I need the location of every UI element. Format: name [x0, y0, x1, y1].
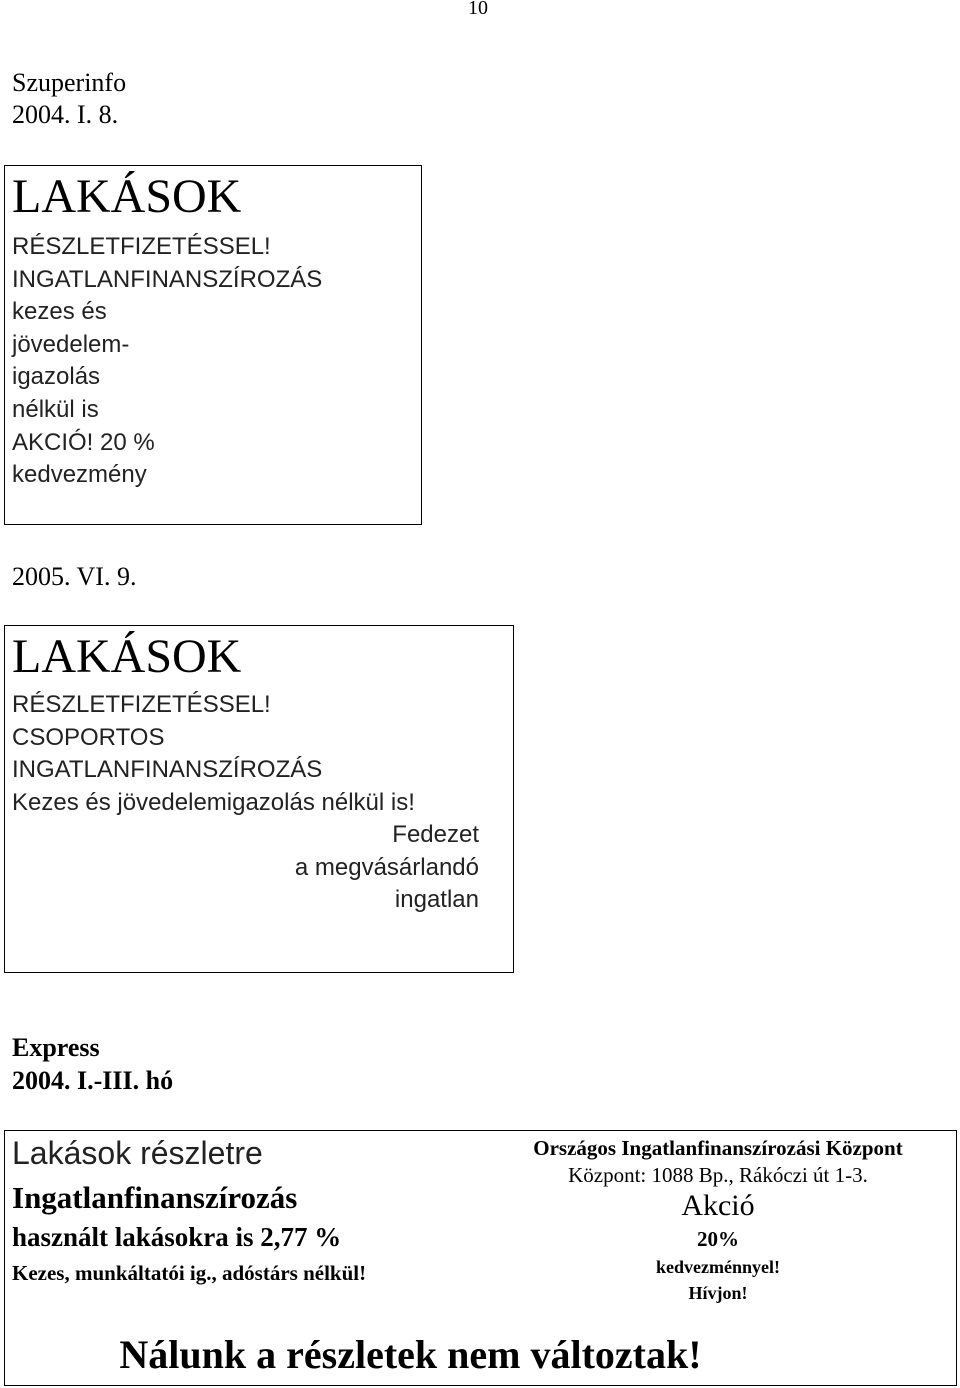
section3-ad-address: Központ: 1088 Bp., Rákóczi út 1-3. — [568, 1163, 868, 1187]
section1-ad-line: kezes és — [12, 298, 107, 326]
section2-ad-right — [295, 819, 479, 917]
section1-ad-body — [12, 231, 322, 492]
section3-ad-org: Országos Ingatlanfinanszírozási Központ — [533, 1136, 903, 1160]
section1-ad-line: jövedelem- — [12, 330, 130, 358]
section2-ad-right-line: Fedezet — [392, 821, 479, 848]
section3-date: 2004. I.-III. hó — [12, 1066, 174, 1095]
section3-ad-right — [483, 1134, 953, 1306]
section1-ad-line: INGATLANFINANSZÍROZÁS — [12, 265, 323, 293]
section1-ad-headline: LAKÁSOK — [12, 170, 242, 223]
section1-source: Szuperinfo — [12, 68, 127, 97]
section3-ad-call: Hívjon! — [688, 1283, 748, 1303]
section3-ad-left-line2: Ingatlanfinanszírozás — [12, 1180, 298, 1215]
section3-ad-discount: 20% — [697, 1227, 739, 1251]
section2-ad-headline: LAKÁSOK — [12, 630, 242, 683]
section1-ad-line: nélkül is — [12, 395, 99, 423]
section3-ad-left-line1: Lakások részletre — [12, 1135, 263, 1171]
section2-ad-line: CSOPORTOS — [12, 723, 165, 751]
section3-source: Express — [12, 1033, 100, 1062]
section1-ad-line: RÉSZLETFIZETÉSSEL! — [12, 233, 271, 260]
section3-ad-discount-text: kedvezménnyel! — [656, 1257, 780, 1277]
section3-ad-box — [4, 1130, 957, 1386]
section3-ad-left-line3: használt lakásokra is 2,77 % — [12, 1222, 342, 1252]
section1-ad-line: kedvezmény — [12, 461, 147, 489]
section2-ad-box — [4, 625, 514, 973]
section1-ad-line: igazolás — [12, 363, 101, 391]
section2-ad-body — [12, 689, 415, 819]
section2-ad-line: Kezes és jövedelemigazolás nélkül is! — [12, 788, 415, 816]
section2-ad-line: RÉSZLETFIZETÉSSEL! — [12, 691, 271, 718]
section3-ad-promo: Akció — [681, 1189, 755, 1222]
section3-ad-left-line4: Kezes, munkáltatói ig., adóstárs nélkül! — [12, 1261, 367, 1285]
section1-date: 2004. I. 8. — [12, 100, 119, 129]
section1-ad-line: AKCIÓ! 20 % — [12, 428, 155, 456]
section3-ad-slogan: Nálunk a részletek nem változtak! — [119, 1332, 702, 1377]
section1-ad-box — [4, 165, 422, 525]
section2-ad-line: INGATLANFINANSZÍROZÁS — [12, 756, 323, 784]
section2-date: 2005. VI. 9. — [12, 562, 137, 591]
section2-ad-right-line: a megvásárlandó — [294, 853, 479, 881]
page-number: 10 — [468, 0, 488, 19]
section2-ad-right-line: ingatlan — [394, 886, 479, 914]
